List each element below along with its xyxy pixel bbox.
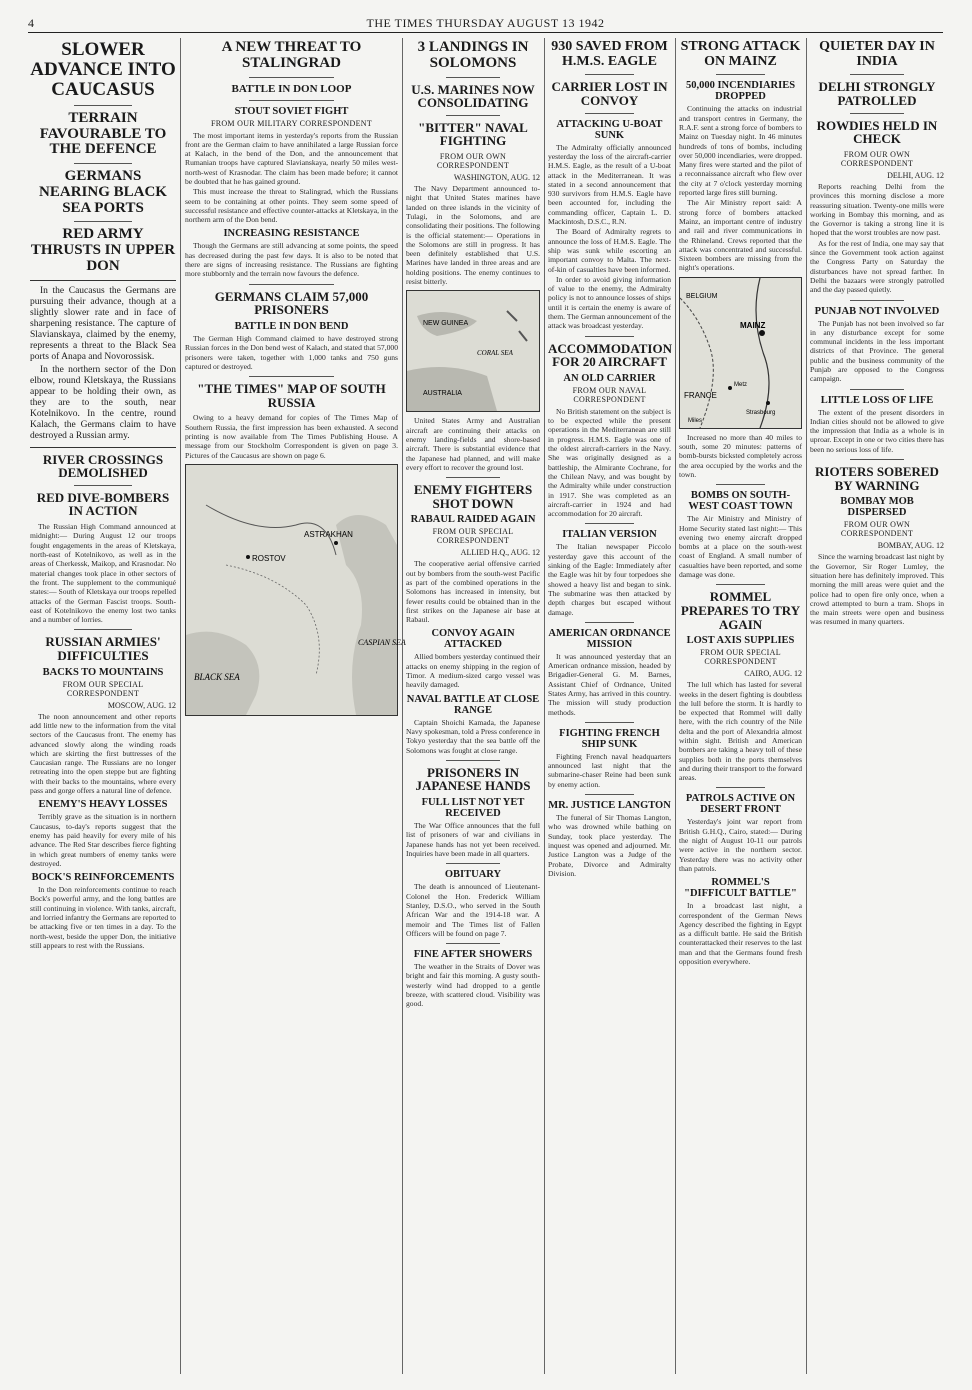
section-head: NAVAL BATTLE AT CLOSE RANGE	[406, 693, 540, 716]
divider	[74, 221, 132, 222]
section-head: ENEMY'S HEAVY LOSSES	[38, 799, 168, 811]
article-paragraph: Increased no more than 40 miles to south, some 20 minutes: patterns of bomb-bursts bicksted completely across the area occupied by the works and the town.	[679, 432, 802, 479]
article-paragraph: The Navy Department announced to-night that United States marines have landed on three islands in the vicinity of Tulagi, in the Solomons, and are consolidating their positions. The following is the official statement:— Operations in the Solomons are still in progress. It has been definitely established that U.S. Marines have landed in three areas and are holding positions. The enemy continues to resist bitterly.	[406, 184, 540, 287]
dateline: ALLIED H.Q., AUG. 12	[460, 548, 540, 558]
article-paragraph: The Board of Admiralty regrets to announce the loss of H.M.S. Eagle. The ship was sunk while escorting an important convoy to Malta. The next-of-kin of casualties have been informed.	[548, 227, 671, 274]
deck: TERRAIN FAVOURABLE TO THE DEFENCE	[39, 109, 167, 158]
section-head: FINE AFTER SHOWERS	[413, 949, 533, 961]
article-paragraph: The most important items in yesterday's reports from the Russian front are the German claim to have annihilated a large Russian force at Kalach, in the bend of the Don, and the announcement that Rumanian troops have captured Slavianskaya, nearly 50 miles west-north-west of Krasnodar. The claim has been made before; it cannot be doubted that he has gained ground.	[185, 130, 398, 186]
headline: 930 SAVED FROM H.M.S. EAGLE	[551, 39, 668, 69]
divider	[585, 794, 634, 795]
section-head: BATTLE IN DON BEND	[234, 320, 349, 332]
section-head: AN OLD CARRIER	[563, 372, 656, 384]
article-paragraph: The weather in the Straits of Dover was bright and fair this morning. A gusty south-westerly wind had dropped to a gentle breeze, with scattered cloud. Visibility was good.	[406, 962, 540, 1009]
divider	[74, 163, 132, 164]
divider	[74, 105, 132, 106]
section-head: OBITUARY	[444, 869, 502, 881]
article-paragraph: Fighting French naval headquarters announced last night that the submarine-chaser Reine had been sunk by enemy action.	[548, 751, 671, 789]
map-label: CASPIAN SEA	[358, 637, 406, 647]
map-graphic	[407, 291, 539, 411]
article-paragraph: The German High Command claimed to have destroyed strong Russian forces in the Don bend west of Kalach, and stated that 57,000 prisoners were taken, together with 1,000 tanks and 750 guns captured or destroyed.	[185, 333, 398, 371]
intro-paragraph: In the northern sector of the Don elbow, round Kletskaya, the Russians appear to be holding their own, as they are to the south, near Kotelnikovo. In the centre, round Kalach, the Germans claim to have destroyed a Russian army.	[30, 364, 176, 441]
column-rule	[402, 38, 403, 1374]
map-label: AUSTRALIA	[423, 390, 462, 398]
map-label: ASTRAKHAN	[304, 529, 353, 539]
map-graphic	[186, 465, 406, 715]
column-rule	[180, 38, 181, 1374]
byline: FROM OUR OWN CORRESPONDENT	[840, 149, 914, 168]
divider	[850, 74, 904, 75]
article-paragraph: In a broadcast last night, a correspondent of the German News Agency described the fighting in Egypt as a difficult battle. He said the British counterattacked their reserves to the last man and that the Germans found fresh opposition everywhere.	[679, 901, 802, 967]
divider	[74, 485, 132, 486]
byline: FROM OUR OWN CORRESPONDENT	[436, 152, 510, 171]
divider	[585, 523, 634, 524]
masthead-title: THE TIMES THURSDAY AUGUST 13 1942	[366, 16, 605, 30]
article-paragraph: Yesterday's joint war report from British G.H.Q., Cairo, stated:— During the night of August 10-11 our patrols were active in the northern sector. Yesterday there was no activity other than patrols.	[679, 817, 802, 873]
section-head: PUNJAB NOT INVOLVED	[814, 305, 940, 317]
article-paragraph: It was announced yesterday that an American ordnance mission, headed by Brigadier-General G. M. Barnes, Assistant Chief of Ordnance, United States Army, has arrived in this country. The mission will study production methods.	[548, 651, 671, 717]
deck: CARRIER LOST IN CONVOY	[551, 79, 668, 109]
map-label: Strasbourg	[746, 409, 776, 416]
section-head: FULL LIST NOT YET RECEIVED	[421, 797, 525, 820]
column-solomons	[406, 38, 540, 1374]
article-paragraph: In the Don reinforcements continue to reach Bock's powerful army, and the long battles are still continuing in violence. With tanks, aircraft, and lorried infantry the Germans are reported to be attacking five or ten times in a day. To the north-west, beside the upper Don, the initiative still appears to rest with the Russians.	[30, 885, 176, 950]
article-paragraph: The War Office announces that the full list of prisoners of war and civilians in Japanese hands has not yet been received. Inquiries have been made in all quarters.	[406, 821, 540, 859]
divider	[30, 447, 176, 448]
divider	[850, 113, 904, 114]
divider	[716, 74, 765, 75]
section-head: FIGHTING FRENCH SHIP SUNK	[559, 727, 660, 750]
subheadline: "THE TIMES" MAP OF SOUTH RUSSIA	[197, 381, 386, 410]
subheadline: RUSSIAN ARMIES' DIFFICULTIES	[45, 634, 161, 664]
dateline: MOSCOW, AUG. 12	[107, 700, 176, 710]
column-india	[810, 38, 944, 1374]
deck: GERMANS NEARING BLACK SEA PORTS	[39, 168, 167, 216]
divider	[716, 484, 765, 485]
byline: FROM OUR OWN CORRESPONDENT	[840, 520, 914, 539]
divider	[446, 115, 500, 116]
column-rule	[806, 38, 807, 1374]
article-paragraph: This must increase the threat to Stalingrad, which the Russians seem to be containing at other points. They seem some speed of successful resistance and effective counter-attacks at Kletskaya, in the northern arm of the Don bend.	[185, 187, 398, 225]
divider	[850, 459, 904, 460]
deck: U.S. MARINES NOW CONSOLIDATING	[411, 81, 535, 111]
article-paragraph: The noon announcement and other reports add little new to the information from the vital sectors of the Caucasus front. The enemy has advanced slowly along the winding roads which are skirting the first buttresses of the Caucasian range. The Russians are no longer retreating into the open steppe but are fighting with their backs to the mountains, where every pass and gorge offers a natural line of defence.	[30, 711, 176, 796]
section-head: ITALIAN VERSION	[562, 529, 657, 541]
section-head: 50,000 INCENDIARIES DROPPED	[685, 80, 796, 103]
divider	[249, 100, 334, 101]
map-label: ROSTOV	[252, 553, 286, 563]
byline: FROM OUR SPECIAL CORRESPONDENT	[432, 527, 514, 546]
map-graphic	[680, 278, 801, 428]
section-head: AMERICAN ORDNANCE MISSION	[548, 627, 671, 650]
column-eagle	[548, 38, 671, 1374]
divider	[850, 389, 904, 390]
article-paragraph: As for the rest of India, one may say that since the Government took action against the Congress Party on Saturday the disturbances have not spread farther. In Delhi the bazaars were strongly patrolled and the day passed quietly.	[810, 238, 944, 295]
byline: FROM OUR NAVAL CORRESPONDENT	[572, 385, 647, 404]
section-head: ATTACKING U-BOAT SUNK	[556, 118, 663, 141]
section-head: ROMMEL'S "DIFFICULT BATTLE"	[684, 877, 797, 900]
column-rule	[544, 38, 545, 1374]
section-head: MR. JUSTICE LANGTON	[548, 800, 671, 812]
divider	[249, 77, 334, 78]
article-paragraph: The Air Ministry and Ministry of Home Security stated last night:— This evening two enemy aircraft dropped bombs at a place on the south-west coast of England. A small number of casualties have been reported, and some damage was done.	[679, 514, 802, 579]
article-paragraph: The Russian High Command announced at midnight:— During August 12 our troops fought engagements in the areas of Kletskaya, north-east of Kotelnikovo, as well as in the areas of Cherkessk, Maikop, and Krasnodar. No material changes took place in other sectors of the front. The supplement to the communiqué states:— South of Kletskaya our troops repelled attacks of the German Fascist troops. South-east of Kotelnikovo the enemy lost two tanks and a number of lorries.	[30, 522, 176, 625]
article-paragraph: Since the warning broadcast last night by the Governor, Sir Roger Lumley, the situation here has definitely improved. This morning the mill areas were quiet and the police had to open fire only once, when a crowd attempted to burn a tram. Shops in the main streets were open and business was resumed in many quarters.	[810, 552, 944, 627]
page-number: 4	[28, 16, 34, 30]
deck: DELHI STRONGLY PATROLLED	[818, 79, 936, 109]
section-head: STOUT SOVIET FIGHT	[234, 105, 349, 117]
headline: A NEW THREAT TO STALINGRAD	[221, 39, 362, 71]
byline: FROM OUR SPECIAL CORRESPONDENT	[700, 648, 781, 667]
intro-paragraph: In the Caucasus the Germans are pursuing their advance, though at a slightly slower rate and in face of sharpening resistance. The capture of Slavianskaya, claimed by the enemy, represents a threat to the Black Sea ports of Anapa and Novorossisk.	[30, 285, 176, 362]
subheadline: ACCOMMODATION FOR 20 AIRCRAFT	[548, 340, 672, 370]
section-head: BOMBS ON SOUTH-WEST COAST TOWN	[688, 490, 793, 513]
headline: STRONG ATTACK ON MAINZ	[680, 39, 801, 69]
section-head: BOCK'S REINFORCEMENTS	[31, 872, 175, 884]
map-label: FRANCE	[684, 390, 717, 400]
article-paragraph: The Air Ministry report said: A strong force of bombers attacked Mainz, an important centre of industry and rail and river communications in the Rhineland. Crews reported that the attack was concentrated and successful. Sixteen bombers are missing from the night's operations.	[679, 198, 802, 273]
byline: FROM OUR MILITARY CORRESPONDENT	[210, 118, 373, 128]
article-paragraph: The Punjab has not been involved so far in any disturbance except for some communal incidents in the less important districts of that Province. The general public and the business community of the Punjab are opposed to the Congress campaign.	[810, 318, 944, 384]
article-paragraph: Reports reaching Delhi from the provinces this morning disclose a more reassuring situation. Twenty-one mills were working in Bombay this morning, and as the Governor is taking a strong line it is hoped that the worst troubles are now past.	[810, 181, 944, 238]
section-head: RABAUL RAIDED AGAIN	[410, 514, 536, 526]
column-caucasus	[30, 38, 176, 1374]
subheadline: ROMMEL PREPARES TO TRY AGAIN	[680, 589, 801, 632]
article-paragraph: Captain Shoichi Kamada, the Japanese Navy spokesman, told a Press conference in Tokyo yesterday that the sea battle off the Solomons was fought at close range.	[406, 717, 540, 755]
dateline: WASHINGTON, AUG. 12	[453, 173, 540, 183]
article-paragraph: Allied bombers yesterday continued their attacks on enemy shipping in the region of Timor. A medium-sized cargo vessel was heavily damaged.	[406, 652, 540, 690]
column-mainz	[679, 38, 802, 1374]
subheadline: RIVER CROSSINGS DEMOLISHED	[42, 451, 164, 481]
divider	[585, 336, 634, 337]
deck: RED ARMY THRUSTS IN UPPER DON	[30, 226, 176, 274]
deck: "BITTER" NAVAL FIGHTING	[418, 119, 528, 149]
article-paragraph: The Italian newspaper Piccolo yesterday gave this account of the sinking of the Eagle: Immediately after the Eagle was hit by four torpedoes she showed a heavy list and began to sink. The submarine was then attacked by depth charges but escaped without damage.	[548, 542, 671, 617]
subheadline: GERMANS CLAIM 57,000 PRISONERS	[214, 288, 369, 318]
divider	[716, 584, 765, 585]
map-label: BELGIUM	[686, 292, 718, 300]
map-pacific	[406, 290, 540, 412]
map-label: Miles	[688, 417, 703, 424]
divider	[74, 629, 132, 630]
map-label: Metz	[734, 381, 748, 388]
headline: 3 LANDINGS IN SOLOMONS	[417, 39, 529, 71]
divider	[585, 74, 634, 75]
byline: FROM OUR SPECIAL CORRESPONDENT	[62, 679, 144, 698]
divider	[30, 280, 176, 281]
map-label: BLACK SEA	[194, 671, 240, 682]
section-head: INCREASING RESISTANCE	[223, 228, 360, 240]
map-label: MAINZ	[740, 320, 766, 330]
dateline: BOMBAY, AUG. 12	[877, 541, 944, 551]
article-paragraph: No British statement on the subject is to be expected while the present operations in the Mediterranean are still in progress. H.M.S. Eagle was one of the oldest aircraft-carriers in the Navy. She was originally designed as a battleship, the Almirante Cochrane, for the Chilean Navy, and was bought by the Admiralty while under construction in 1917. She was completed as an aircraft-carrier in 1924 and had accommodation for 20 aircraft.	[548, 406, 671, 519]
map-label: NEW GUINEA	[423, 320, 469, 328]
masthead	[28, 14, 943, 33]
article-paragraph: Though the Germans are still advancing at some points, the speed has decreased during the past few days. It is also to be noted that there are signs of increasing resistance. The Russians are fighting more stubbornly and the terrain now favours the defence.	[185, 241, 398, 279]
subheadline: RIOTERS SOBERED BY WARNING	[815, 464, 939, 493]
article-paragraph: The extent of the present disorders in Indian cities should not be allowed to give the impression that India as a whole is in uproar. Except in one or two cities there has been no serious loss of life.	[810, 407, 944, 454]
section-head: LITTLE LOSS OF LIFE	[820, 394, 934, 406]
article-paragraph: The Admiralty officially announced yesterday the loss of the aircraft-carrier H.M.S. Eagle, as the result of a U-boat attack in the Mediterranean. It was stated in a second announcement that 930 survivors from H.M.S. Eagle have been accounted for, including the commanding officer, Captain L. D. Mackintosh, D.S.C., R.N.	[548, 142, 671, 227]
article-paragraph: In order to avoid giving information of value to the enemy, the Admiralty policy is not to announce losses of ships until it is certain the enemy is aware of them. The German announcement of the attack was broadcast yesterday.	[548, 274, 671, 331]
headline: QUIETER DAY IN INDIA	[819, 39, 935, 69]
subheadline: ENEMY FIGHTERS SHOT DOWN	[413, 482, 533, 511]
divider	[249, 284, 334, 285]
divider	[446, 77, 500, 78]
divider	[585, 722, 634, 723]
map-rhineland	[679, 277, 802, 429]
section-head: PATROLS ACTIVE ON DESERT FRONT	[685, 793, 796, 816]
deck: BATTLE IN DON LOOP	[231, 82, 352, 95]
article-paragraph: The lull which has lasted for several weeks in the desert fighting is doubtless the lull before the storm. It is hardly to be expected that Rommel will dally here, with the rich country of the Nile delta and the port of Alexandria almost within sight. British and American bombers are taking a heavy toll of these supplies both in the ports themselves and during their transport to the forward areas.	[679, 680, 802, 783]
subheadline: PRISONERS IN JAPANESE HANDS	[415, 764, 531, 794]
map-south-russia	[185, 464, 406, 716]
dateline: DELHI, AUG. 12	[887, 170, 944, 180]
dateline: CAIRO, AUG. 12	[744, 669, 802, 679]
article-paragraph: United States Army and Australian aircraft are continuing their attacks on enemy landing-fields and shore-based aircraft. There is substantial evidence that the Japanese had planned, and will make every effort to recover the ground lost.	[406, 416, 540, 472]
section-head: CONVOY AGAIN ATTACKED	[431, 628, 515, 651]
divider	[249, 376, 334, 377]
subheadline: RED DIVE-BOMBERS IN ACTION	[36, 489, 170, 519]
divider	[446, 943, 500, 944]
article-paragraph: Owing to a heavy demand for copies of The Times Map of Southern Russia, the first impression has been exhausted. A second printing is now available from The Times Publishing House. A message from our Stockholm Correspondent is given on page 3. Pictures of the Caucasus are shown on page 6.	[185, 413, 398, 460]
divider	[585, 622, 634, 623]
article-paragraph: The funeral of Sir Thomas Langton, who was drowned while bathing on Sunday, took place yesterday. The inquest was opened and adjourned. Mr. Justice Langton was a Judge of the Probate, Divorce and Admiralty Division.	[548, 813, 671, 878]
divider	[446, 760, 500, 761]
column-stalingrad	[185, 38, 406, 1374]
divider	[446, 477, 500, 478]
section-head: BOMBAY MOB DISPERSED	[840, 496, 914, 519]
article-paragraph: The death is announced of Lieutenant-Colonel the Hon. Frederick William Stanley, D.S.O., who served in the South African War and the 1914-18 war. A memoir and The Times list of Fallen Officers will be found on page 7.	[406, 882, 540, 938]
divider	[446, 863, 500, 864]
divider	[585, 113, 634, 114]
column-rule	[675, 38, 676, 1374]
section-head: BACKS TO MOUNTAINS	[42, 666, 164, 678]
article-paragraph: The cooperative aerial offensive carried out by bombers from the south-west Pacific as part of the combined operations in the Solomons has increased in intensity, but fewer results could be obtained than in the first strikes on the Japanese air base at Rabaul.	[406, 559, 540, 625]
section-head: LOST AXIS SUPPLIES	[686, 635, 795, 647]
article-paragraph: Terribly grave as the situation is in northern Caucasus, to-day's reports suggest that the enemy has paid heavily for every mile of his advance. The Red Star describes fierce fighting in which great numbers of enemy tanks were destroyed.	[30, 812, 176, 868]
deck: ROWDIES HELD IN CHECK	[816, 117, 938, 147]
headline: SLOWER ADVANCE INTO CAUCASUS	[30, 39, 176, 100]
divider	[716, 787, 765, 788]
article-paragraph: Continuing the attacks on industrial and transport centres in Germany, the R.A.F. sent a strong force of bombers to Mainz on Tuesday night. In 46 minutes hundreds of tons of bombs, including over 50,000 incendiaries, were dropped. Many fires were started and the pilot of a reconnaissance aircraft who flew over the city at 7 o'clock yesterday morning reported large fires still burning.	[679, 104, 802, 198]
map-label: CORAL SEA	[477, 349, 513, 358]
divider	[850, 300, 904, 301]
